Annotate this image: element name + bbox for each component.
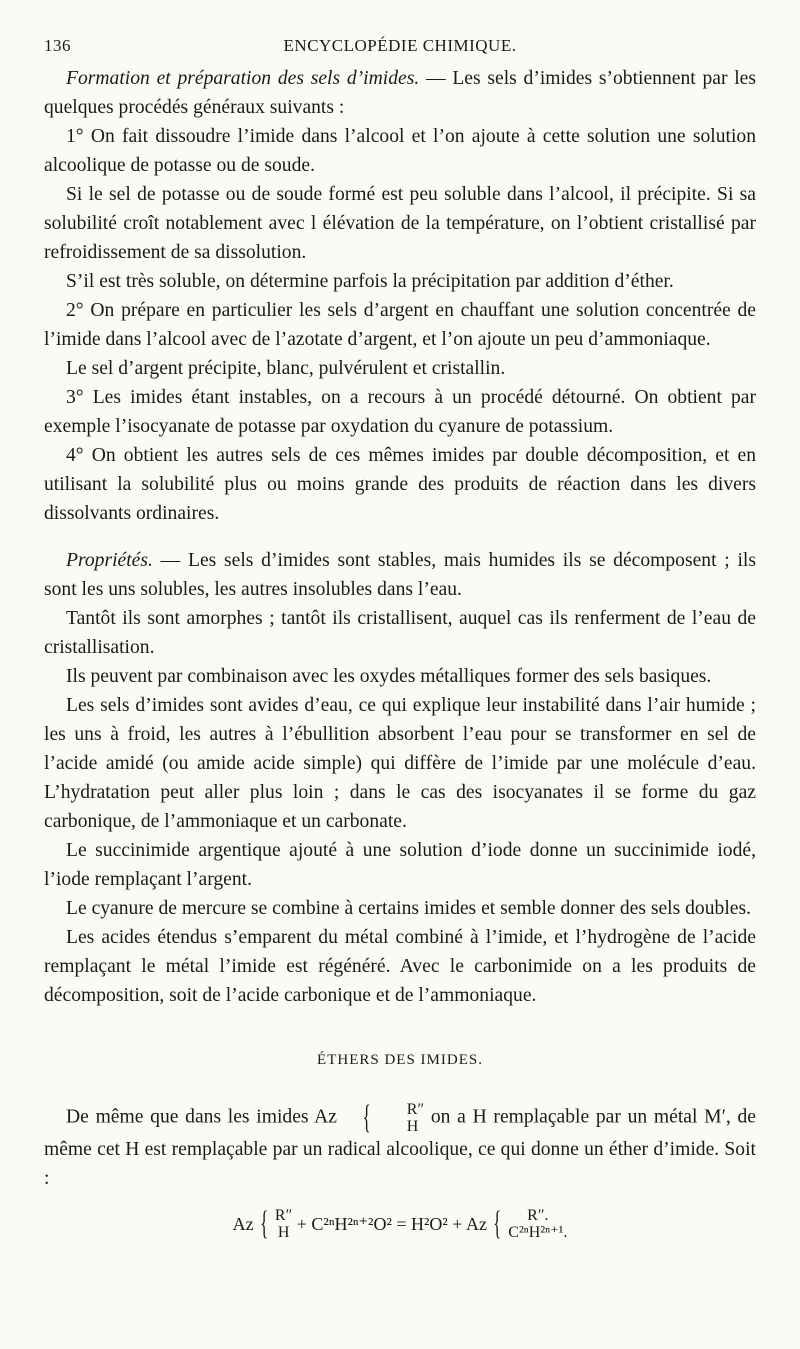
section-heading: Formation et préparation des sels d’imides. (66, 68, 420, 89)
brace-icon: { (260, 1205, 269, 1242)
paragraph: 4° On obtient les autres sels de ces mêmes imides par double décomposition, et en utilisant la solubilité plus ou moins grande des produits de réaction dans les divers dissolvants ordinaires. (44, 445, 756, 524)
chemical-equation: Az { R″ H + C²ⁿH²ⁿ⁺²O² = H²O² + Az { R″. C²ⁿH²ⁿ⁺¹. (232, 1205, 568, 1242)
paragraph: Le succinimide argentique ajouté à une solution d’iode donne un succinimide iodé, l’iode remplaçant l’argent. (44, 840, 756, 890)
brace-icon: { (493, 1205, 502, 1242)
formula-stack: R″. C²ⁿH²ⁿ⁺¹. (508, 1207, 568, 1241)
paragraph: Si le sel de potasse ou de soude formé est peu soluble dans l’alcool, il précipite. Si sa solubilité croît notablement avec l élévation de la température, on l’obtient cristallisé par refroidissement de sa dissolution. (44, 184, 756, 263)
page-header (44, 36, 756, 62)
paragraph: Propriétés. — Les sels d’imides sont stables, mais humides ils se décomposent ; ils sont les uns solubles, les autres insolubles dans l’eau. (44, 550, 756, 600)
page-number: 136 (44, 36, 71, 55)
paragraph: Les acides étendus s’emparent du métal combiné à l’imide, et l’hydrogène de l’acide remplaçant le métal l’imide est régénéré. Avec le carbonimide on a les produits de décomposition, soit de l’acide carbonique et de l’ammoniaque. (44, 927, 756, 1006)
section-heading: Propriétés. (66, 550, 153, 571)
paragraph: Le cyanure de mercure se combine à certains imides et semble donner des sels doubles. (66, 898, 751, 919)
paragraph: Tantôt ils sont amorphes ; tantôt ils cristallisent, auquel cas ils renferment de l’eau de cristallisation. (44, 608, 756, 658)
paragraph: Les sels d’imides sont avides d’eau, ce qui explique leur instabilité dans l’air humide ; les uns à froid, les autres à l’ébullition absorbent l’eau pour se transformer en sel de l’acide amidé (ou amide acide simple) qui diffère de l’imide par une molécule d’eau. L’hydratation peut aller plus loin ; dans le cas des isocyanates il se forme du gaz carbonique, de l’ammoniaque et un carbonate. (44, 695, 756, 832)
paragraph: 2° On prépare en particulier les sels d’argent en chauffant une solution concentrée de l’imide dans l’alcool avec de l’azotate d’argent, et l’on ajoute un peu d’ammoniaque. (44, 300, 756, 350)
running-title: ENCYCLOPÉDIE CHIMIQUE. (283, 36, 517, 55)
paragraph: Formation et préparation des sels d’imides. — Les sels d’imides s’obtiennent par les quelques procédés généraux suivants : (44, 68, 756, 118)
paragraph: Ils peuvent par combinaison avec les oxydes métalliques former des sels basiques. (66, 666, 712, 687)
page-body (44, 64, 756, 1241)
paragraph: Le sel d’argent précipite, blanc, pulvérulent et cristallin. (66, 358, 506, 379)
paragraph: De même que dans les imides Az { R″ H on a H remplaçable par un métal M′, de même cet H est remplaçable par un radical alcoolique, ce qui donne un éther d’imide. Soit : (44, 1099, 756, 1189)
paragraph: 1° On fait dissoudre l’imide dans l’alcool et l’on ajoute à cette solution une solution alcoolique de potasse ou de soude. (44, 126, 756, 176)
paragraph: 3° Les imides étant instables, on a recours à un procédé détourné. On obtient par exemple l’isocyanate de potasse par oxydation du cyanure de potassium. (44, 387, 756, 437)
section-title: ÉTHERS DES IMIDES. (317, 1052, 483, 1068)
formula-stack: R″ H (274, 1207, 293, 1241)
paragraph: S’il est très soluble, on détermine parfois la précipitation par addition d’éther. (66, 271, 674, 292)
brace-icon: { (362, 1099, 371, 1136)
formula-stack: R″ H (406, 1101, 425, 1135)
